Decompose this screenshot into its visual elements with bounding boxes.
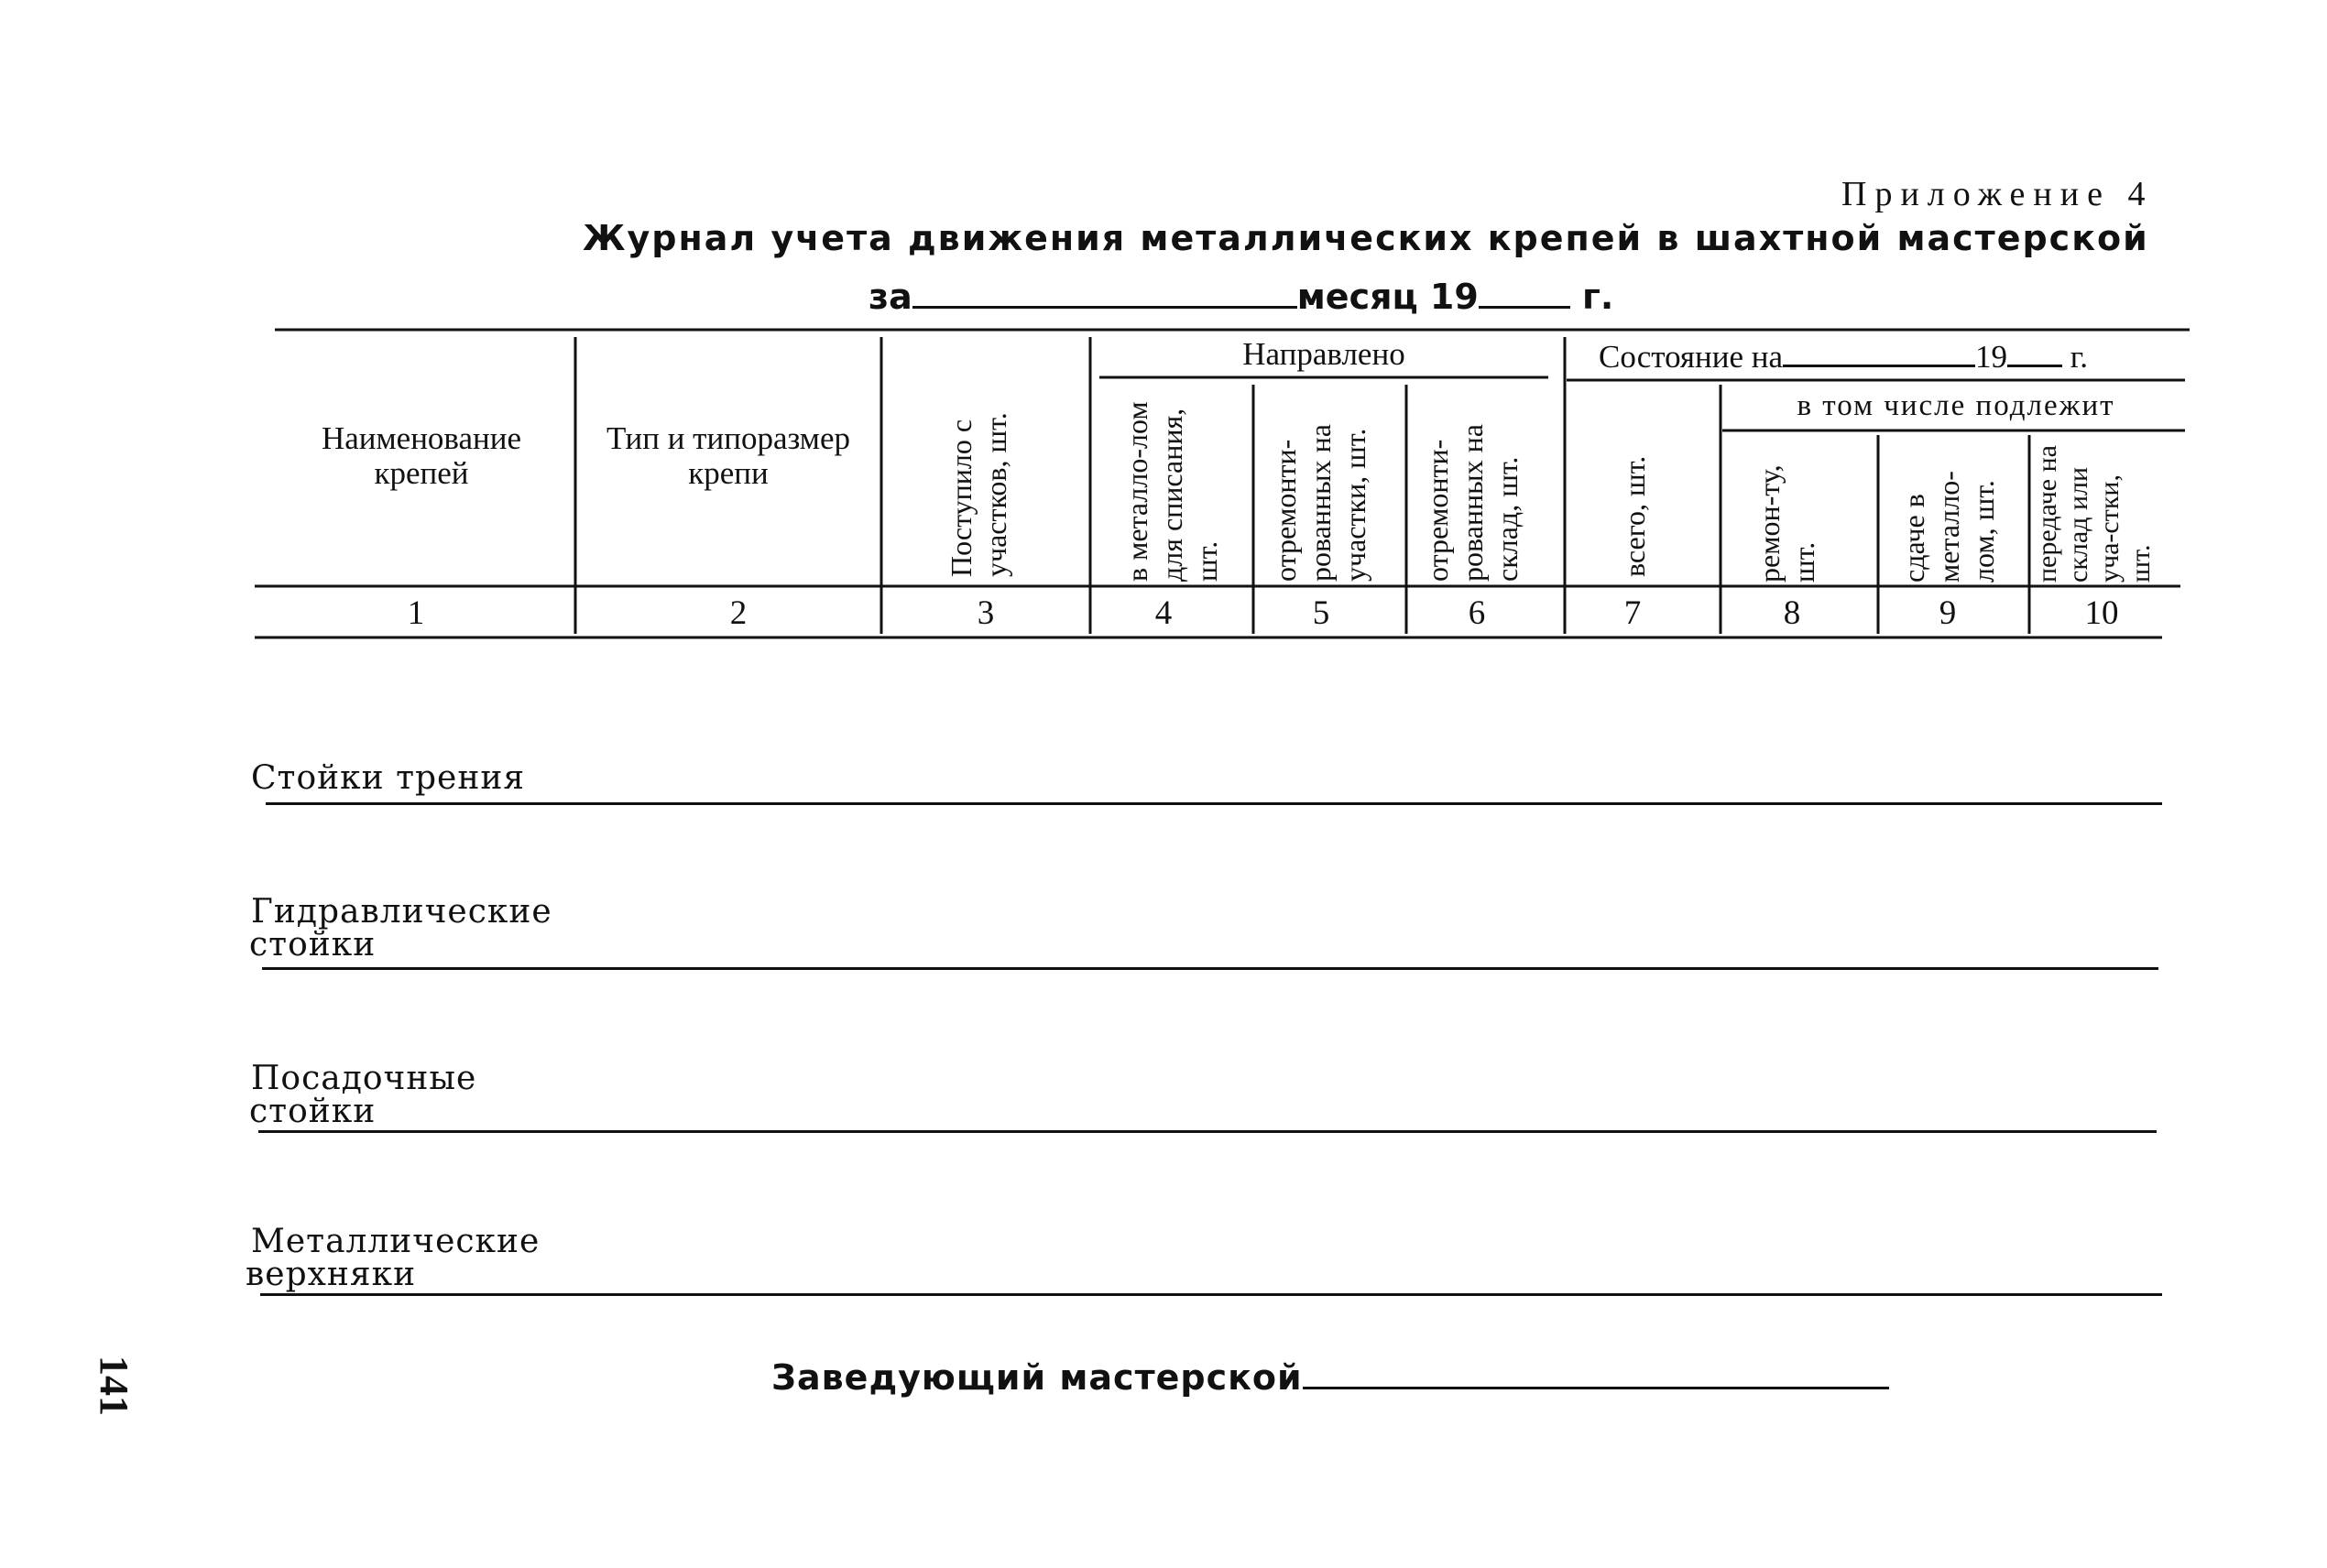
col-number-1: 1 <box>407 594 425 632</box>
col1-header: Наименование крепей <box>321 420 522 491</box>
col9-header: сдаче в металло-лом, шт. <box>1897 471 2000 583</box>
col-number-10: 10 <box>2084 594 2119 632</box>
col-number-8: 8 <box>1783 594 1801 632</box>
group-subject-header: в том числе подлежит <box>1797 389 2115 422</box>
row-label-hydraulic-props-line2: стойки <box>249 926 377 964</box>
col-number-3: 3 <box>977 594 995 632</box>
period-prefix: за <box>869 277 912 317</box>
group-state-header <box>1599 339 2088 375</box>
state-prefix: Состояние на <box>1599 339 1784 375</box>
signature-label: Заведующий мастерской <box>771 1357 1303 1398</box>
col3-header: Поступило с участков, шт. <box>945 412 1012 577</box>
document-title: Журнал учета движения металлических крепей в шахтной мастерской <box>583 218 2149 258</box>
state-year: 19 <box>1975 339 2008 375</box>
page-number: 141 <box>92 1356 137 1416</box>
col-number-6: 6 <box>1468 594 1486 632</box>
state-suffix: г. <box>2070 339 2088 375</box>
col4-header: в металло-лом для списания, шт. <box>1120 401 1223 582</box>
row-label-setting-props-line2: стойки <box>249 1093 377 1130</box>
row-line-friction-props <box>266 802 2162 805</box>
col-number-5: 5 <box>1312 594 1330 632</box>
col10-header: передаче на склад или уча-стки, шт. <box>2032 445 2156 583</box>
row-label-friction-props: Стойки трения <box>251 759 526 797</box>
col8-header: ремон-ту, шт. <box>1753 464 1820 583</box>
row-label-metal-caps-line2: верхняки <box>246 1256 417 1293</box>
state-year-fill-line <box>2007 339 2062 367</box>
col5-header: отремонти-рованных на участки, шт. <box>1269 424 1371 582</box>
col-number-7: 7 <box>1623 594 1642 632</box>
period-year-suffix: г. <box>1582 277 1614 317</box>
row-line-setting-props <box>258 1130 2157 1133</box>
signature-fill-line <box>1303 1356 1889 1389</box>
signature-line <box>771 1356 1889 1398</box>
col-number-2: 2 <box>729 594 748 632</box>
col6-header: отремонти-рованных на склад, шт. <box>1421 424 1524 582</box>
col-number-4: 4 <box>1154 594 1173 632</box>
row-label-hydraulic-props: Гидравлические <box>251 893 552 931</box>
appendix-label: Приложение 4 <box>1841 175 2154 213</box>
col-number-9: 9 <box>1939 594 1957 632</box>
state-date-fill-line <box>1783 339 1975 367</box>
col2-header: Тип и типоразмер крепи <box>606 420 850 491</box>
row-label-setting-props: Посадочные <box>251 1060 477 1097</box>
col7-header: всего, шт. <box>1618 455 1651 577</box>
period-month-label: месяц 19 <box>1296 277 1479 317</box>
row-line-hydraulic-props <box>262 967 2158 970</box>
row-label-metal-caps: Металлические <box>251 1223 541 1260</box>
group-sent-header: Направлено <box>1242 336 1405 372</box>
row-line-metal-caps <box>260 1293 2162 1296</box>
